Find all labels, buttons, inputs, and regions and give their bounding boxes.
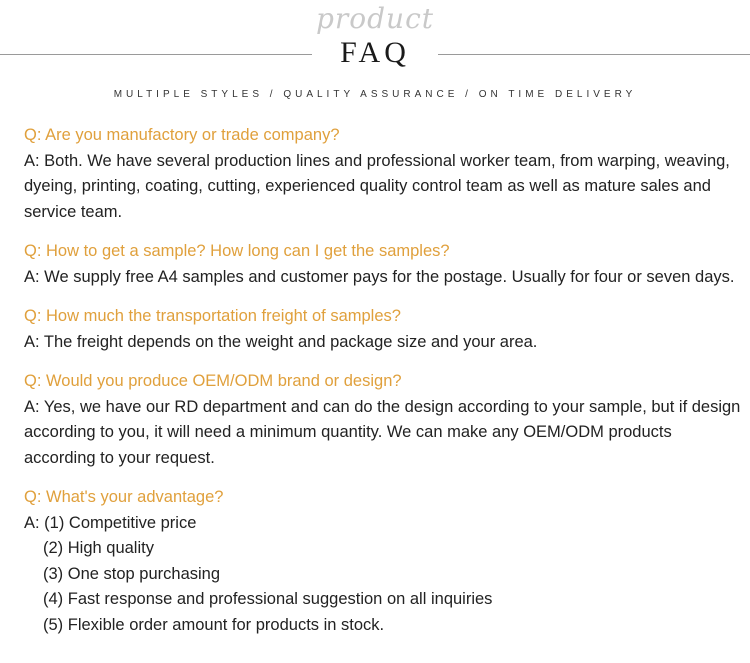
advantage-line: (5) Flexible order amount for products in stock. xyxy=(43,615,385,634)
faq-item xyxy=(24,239,744,290)
question: Q: How much the transportation freight of samples? xyxy=(24,307,401,325)
faq-list xyxy=(24,123,744,652)
divider-right xyxy=(438,54,750,55)
answer: A: Both. We have several production lines and professional worker team, from warping, weaving, dyeing, printing, coating, cutting, experienced quality control team as well as mature sales and service team. xyxy=(24,151,730,221)
question: Q: Would you produce OEM/ODM brand or design? xyxy=(24,372,402,390)
faq-item xyxy=(24,123,744,225)
question: Q: Are you manufactory or trade company? xyxy=(24,126,340,144)
tagline: MULTIPLE STYLES / QUALITY ASSURANCE / ON TIME DELIVERY xyxy=(113,89,637,100)
answer: A: Yes, we have our RD department and can do the design according to your sample, but if design according to you, it will need a minimum quantity. We can make any OEM/ODM products according to your request. xyxy=(24,397,741,467)
advantage-line: (3) One stop purchasing xyxy=(43,564,221,583)
answer: A: We supply free A4 samples and customer pays for the postage. Usually for four or seven days. xyxy=(24,267,735,286)
question: Q: How to get a sample? How long can I get the samples? xyxy=(24,242,450,260)
script-word: product xyxy=(315,2,435,35)
page-title: FAQ xyxy=(340,36,410,69)
advantage-line: (2) High quality xyxy=(43,539,154,557)
faq-header xyxy=(0,0,750,110)
faq-item xyxy=(24,304,744,355)
faq-item-advantage xyxy=(24,485,744,638)
advantage-line: A: (1) Competitive price xyxy=(24,513,197,532)
question: Q: What's your advantage? xyxy=(24,488,224,506)
advantage-line: (4) Fast response and professional suggestion on all inquiries xyxy=(43,590,493,608)
answer: A: The freight depends on the weight and package size and your area. xyxy=(24,332,538,351)
faq-item xyxy=(24,369,744,471)
